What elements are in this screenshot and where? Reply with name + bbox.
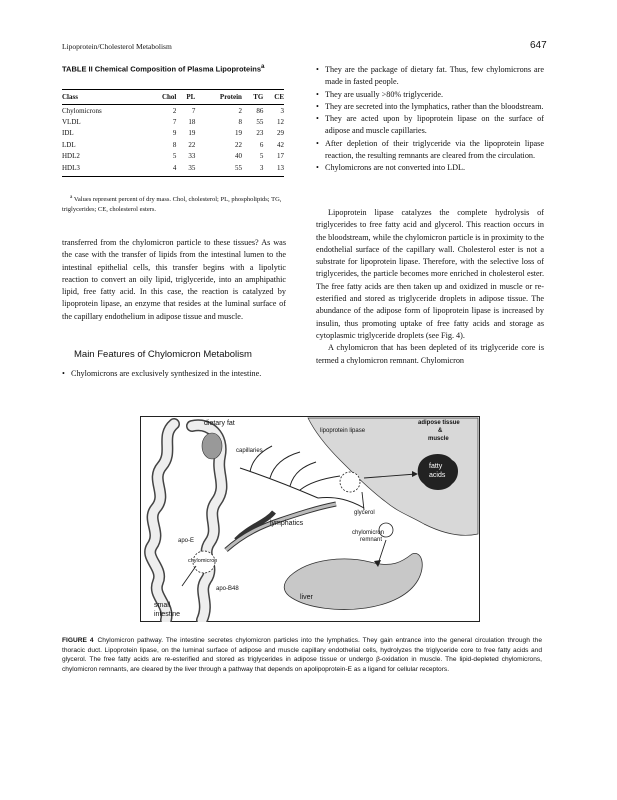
table-cell: HDL2: [62, 152, 80, 161]
col-header-pl: PL: [176, 90, 195, 105]
table-row: [62, 116, 284, 127]
section-heading: Main Features of Chylomicron Metabolism: [74, 349, 252, 360]
label-apo-e: apo-E: [178, 538, 195, 544]
table-row: [62, 162, 284, 176]
label-lipoprotein-lipase: lipoprotein lipase: [320, 428, 366, 434]
table-title-footnote-mark: a: [261, 63, 265, 70]
col-header-chol: Chol: [146, 90, 176, 105]
table-header-row: [62, 90, 284, 105]
left-paragraph: transferred from the chylomicron particle to these tissues? As was the case with the transfer of lipids from the intestinal lumen to the intestinal epithelial cells, this transfer begins with a lipolytic reaction to convert an oily lipid, triglyceride, into an amphipathic lipid, free fatty acid. In this case, the reaction is catalyzed by lipoprotein lipase, an enzyme that resides at the luminal surface of the capillary endothelium in adipose tissue and muscle.: [62, 238, 286, 321]
table-cell: 29: [277, 129, 284, 138]
composition-table: [62, 89, 284, 177]
table-cell: IDL: [62, 129, 74, 138]
figure-caption: [62, 636, 542, 674]
list-item: • They are usually >80% triglyceride.: [316, 89, 544, 101]
table-cell: 8: [172, 140, 177, 149]
table-cell: 18: [188, 118, 196, 127]
table-cell: 3: [242, 162, 263, 176]
figure-caption-text: Chylomicron pathway. The intestine secretes chylomicron particles into the lymphatics. They gain entrance into the general circulation through the thoracic duct. Lipoprotein lipase, on the luminal surface of adipose and muscle capillary endothelial cells, hydrolyzes the triglyceride core to free fatty acids and glycerol. The free fatty acids are re-esterified and stored as triglycerides in adipose tissue or undergo β-oxidation in muscle. The lipid-depleted chylomicrons, chylomicron remnants, are cleared by the liver through a pathway that depends on apolipoprotein-E as a ligand for cellular receptors.: [62, 637, 542, 673]
table-cell: 4: [146, 162, 176, 176]
label-lymphatics: lymphatics: [270, 520, 304, 527]
list-item: • Chylomicrons are exclusively synthesized in the intestine.: [62, 368, 286, 380]
table-row: [62, 139, 284, 150]
running-title: Lipoprotein/Cholesterol Metabolism: [62, 42, 172, 51]
label-chylomicron-remnant-2: remnant: [360, 537, 383, 543]
col-header-tg: TG: [242, 90, 263, 105]
table-cell: 9: [172, 129, 177, 138]
list-item: • Chylomicrons are not converted into LDL.: [316, 162, 544, 174]
label-fatty: fatty: [429, 463, 443, 470]
table-cell: 19: [188, 129, 196, 138]
table-cell: 2: [238, 106, 242, 115]
table-cell: 19: [234, 129, 242, 138]
table-cell: 33: [188, 152, 196, 161]
table-cell: HDL3: [62, 162, 146, 176]
table-cell: 8: [238, 118, 242, 127]
label-liver: liver: [300, 594, 313, 601]
label-chylomicron-remnant-1: chylomicron: [352, 530, 385, 536]
table-cell: 6: [259, 140, 264, 149]
label-intestine: intestine: [154, 611, 181, 618]
left-bullet-list: [62, 368, 286, 380]
table-cell: 5: [259, 152, 264, 161]
col-header-ce: CE: [263, 90, 284, 105]
table-cell: 23: [256, 129, 264, 138]
label-acids: acids: [429, 472, 446, 479]
table-cell: 7: [172, 118, 177, 127]
col-header-class: Class: [62, 90, 146, 105]
label-apo-b48: apo-B48: [216, 586, 239, 592]
paragraph-remnant: A chylomicron that has been depleted of its triglyceride core is termed a chylomicron remnant. Chylomicron: [316, 343, 544, 365]
table-cell: 12: [277, 118, 284, 127]
table-cell: 2: [172, 106, 177, 115]
label-dietary-fat: dietary fat: [204, 420, 235, 427]
table-title-text: TABLE II Chemical Composition of Plasma Lipoproteins: [62, 64, 262, 74]
list-item: • They are acted upon by lipoprotein lipase on the surface of adipose and muscle capillaries.: [316, 113, 544, 138]
table-cell: 13: [263, 162, 284, 176]
table-cell: 17: [277, 152, 284, 161]
figure-illustration: [140, 416, 480, 622]
table-row: [62, 151, 284, 162]
list-item: • After depletion of their triglyceride via the lipoprotein lipase reaction, the resulting remnants are cleared from the circulation.: [316, 138, 544, 163]
table-cell: 22: [188, 140, 196, 149]
figure-caption-label: FIGURE 4: [62, 637, 94, 644]
table-row: [62, 105, 284, 117]
col-header-protein: Protein: [195, 90, 242, 105]
table-footnote: [62, 192, 284, 215]
table-cell: 55: [195, 162, 242, 176]
table-cell: 42: [277, 140, 284, 149]
table-row: [62, 128, 284, 139]
label-chylomicron: chylomicron: [188, 558, 218, 564]
table-cell: 7: [191, 106, 196, 115]
table-cell: 22: [234, 140, 242, 149]
lipase-particle: [340, 472, 360, 492]
table-cell: Chylomicrons: [62, 106, 102, 115]
table-cell: 5: [172, 152, 177, 161]
label-adipose-tissue: adipose tissue: [418, 420, 460, 426]
table-cell: 35: [176, 162, 195, 176]
table-cell: VLDL: [62, 118, 81, 127]
page-number: 647: [530, 40, 547, 51]
table-cell: 40: [234, 152, 242, 161]
label-small: small: [154, 602, 171, 609]
label-capillaries: capillaries: [236, 448, 263, 454]
dietary-fat-blob: [202, 433, 222, 459]
table-cell: 86: [256, 106, 264, 115]
list-item: • They are secreted into the lymphatics, rather than the bloodstream.: [316, 101, 544, 113]
table-cell: LDL: [62, 140, 76, 149]
label-ampersand: &: [438, 428, 443, 434]
paragraph-lipase: Lipoprotein lipase catalyzes the complete hydrolysis of triglycerides to free fatty acid and glycerol. This reaction occurs in the bloodstream, while the chylomicron particle is in proximity to the endothelial surface of the capillary wall. Cholesterol ester is not a substrate for lipoprotein lipase. Therefore, with the selective loss of triglycerides, the particle becomes more enriched in cholesterol ester. The free fatty acids are then taken up and oxidized in muscle or re-esterified and stored as triglyceride droplets in adipose tissue. The abundance of the adipose form of lipoprotein lipase is increased by insulin, thus promoting uptake of free fatty acids and storage as cytoplasmic triglyceride droplets (see Fig. 4).: [316, 208, 544, 340]
label-glycerol: glycerol: [354, 510, 375, 516]
table-title: [62, 62, 284, 75]
chylomicron-pathway-figure: [140, 416, 480, 622]
table-cell: 55: [256, 118, 264, 127]
label-muscle: muscle: [428, 436, 449, 442]
right-bullet-list: [316, 64, 544, 175]
table-footnote-mark: a: [70, 194, 73, 200]
list-item: • They are the package of dietary fat. Thus, few chylomicrons are made in fasted people.: [316, 64, 544, 89]
table-footnote-text: Values represent percent of dry mass. Chol, cholesterol; PL, phospholipids; TG, triglycerides; CE, cholesterol esters.: [62, 196, 282, 214]
table-cell: 3: [280, 106, 284, 115]
right-paragraphs: [316, 207, 544, 367]
